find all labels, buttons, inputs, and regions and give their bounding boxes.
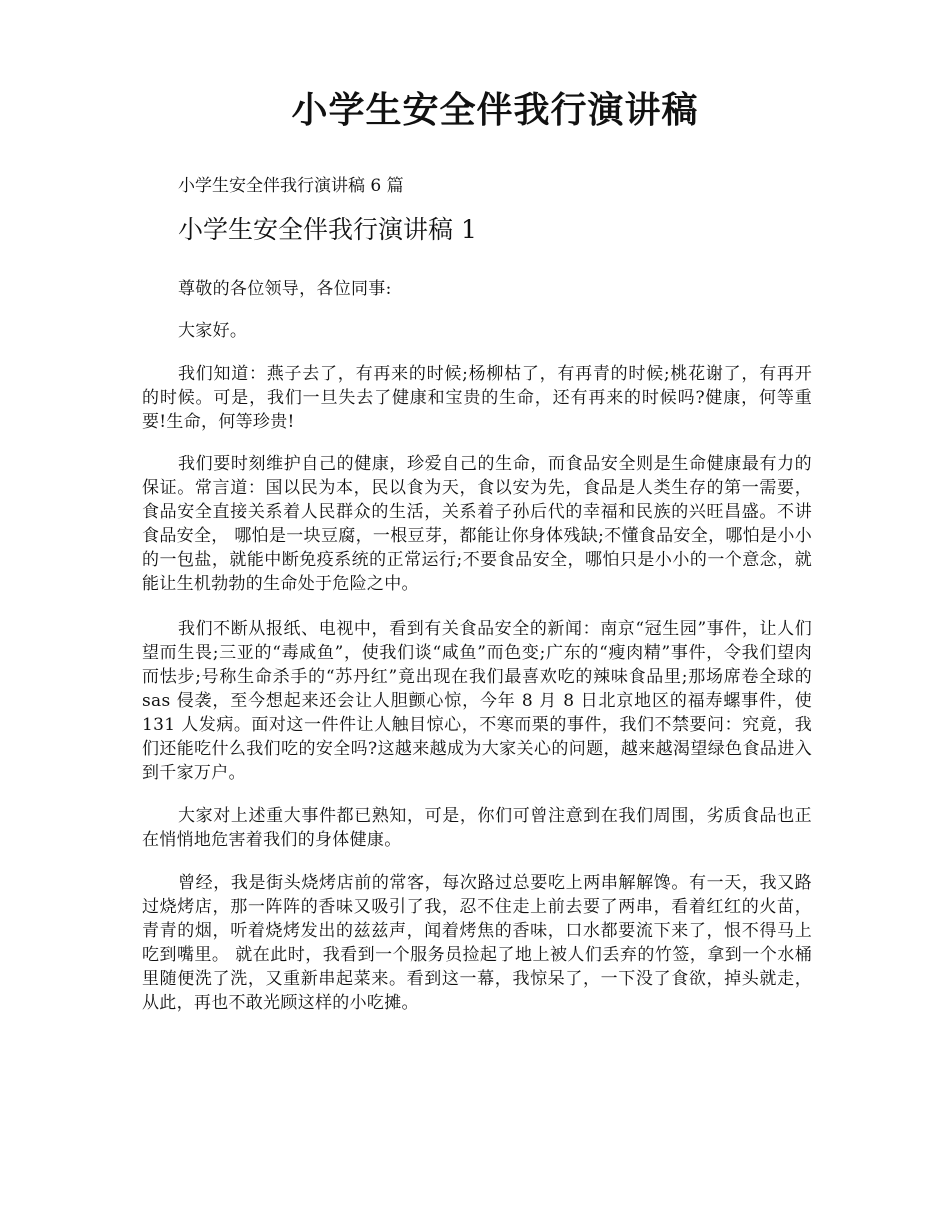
section-heading: 小学生安全伴我行演讲稿 1 <box>178 215 477 244</box>
greeting-paragraph: 大家好。 <box>178 321 248 341</box>
body-paragraph: 大家对上述重大事件都已熟知，可是，你们可曾注意到在我们周围，劣质食品也正在悄悄地危害着我们的身体健康。 <box>142 806 812 850</box>
body-paragraph: 我们要时刻维护自己的健康，珍爱自己的生命，而食品安全则是生命健康最有力的保证。常言道：国以民为本，民以食为天，食以安为先，食品是人类生存的第一需要，食品安全直接关系着人民群众的生活，关系着子孙后代的幸福和民族的兴旺昌盛。不讲食品安全， 哪怕是一块豆腐，一根豆芽，都能让你身体残缺;不懂食品安全，哪怕是小小的一包盐，就能中断免疫系统的正常运行;不要食品安全，哪怕只是小小的一个意念，就能让生机勃勃的生命处于危险之中。 <box>142 454 812 594</box>
document-title: 小学生安全伴我行演讲稿 <box>291 89 699 131</box>
body-paragraph: 我们不断从报纸、电视中，看到有关食品安全的新闻：南京“冠生园”事件，让人们望而生畏;三亚的“毒咸鱼”，使我们谈“咸鱼”而色变;广东的“瘦肉精”事件，令我们望肉而怯步;号称生命杀手的“苏丹红”竟出现在我们最喜欢吃的辣味食品里;那场席卷全球的 sas 侵袭，至今想起来还会让人胆颤心惊，今年 8 月 8 日北京地区的福寿螺事件，使 131 人发病。面对这一件件让人触目惊心，不寒而栗的事件，我们不禁要问：究竟，我们还能吃什么我们吃的安全吗?这越来越成为大家关心的问题，越来越渴望绿色食品进入到千家万户。 <box>142 619 812 783</box>
body-paragraph: 我们知道：燕子去了，有再来的时候;杨柳枯了，有再青的时候;桃花谢了，有再开的时候。可是，我们一旦失去了健康和宝贵的生命，还有再来的时候吗?健康，何等重要!生命，何等珍贵! <box>142 364 812 432</box>
body-paragraph: 曾经，我是街头烧烤店前的常客，每次路过总要吃上两串解解馋。有一天，我又路过烧烤店，那一阵阵的香味又吸引了我，忍不住走上前去要了两串，看着红红的火苗，青青的烟，听着烧烤发出的兹兹声，闻着烤焦的香味，口水都要流下来了，恨不得马上吃到嘴里。 就在此时，我看到一个服务员捡起了地上被人们丢弃的竹签，拿到一个水桶里随便洗了洗，又重新串起菜来。看到这一幕，我惊呆了，一下没了食欲，掉头就走，从此，再也不敢光顾这样的小吃摊。 <box>142 873 812 1013</box>
salutation-paragraph: 尊敬的各位领导，各位同事: <box>178 279 392 299</box>
document-subtitle: 小学生安全伴我行演讲稿 6 篇 <box>178 176 404 196</box>
